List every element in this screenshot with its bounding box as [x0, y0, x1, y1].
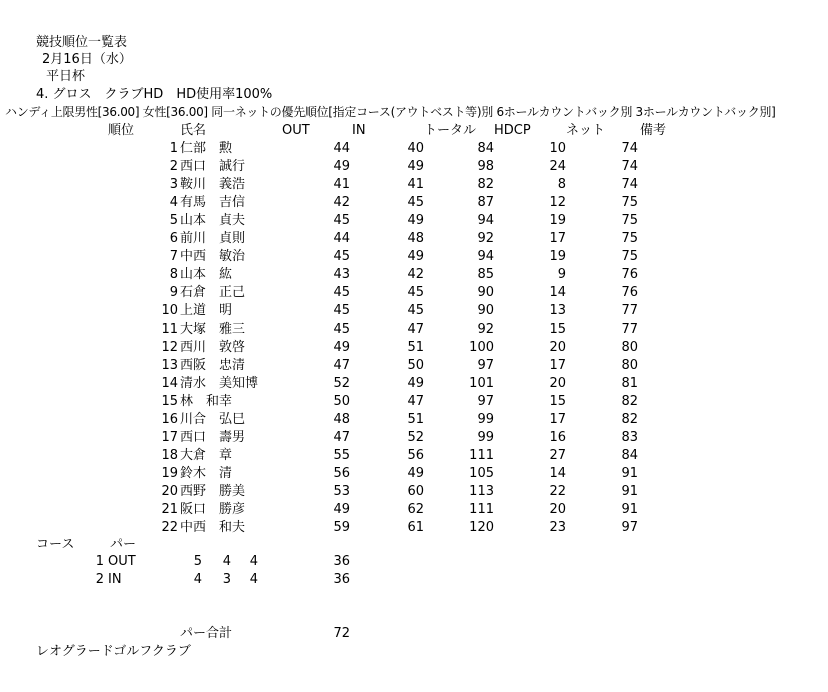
out-score: 47: [333, 357, 350, 373]
out-score: 44: [333, 231, 350, 247]
net-score: 80: [621, 357, 638, 373]
par-label: パー: [110, 537, 137, 552]
total-score: 85: [477, 267, 494, 283]
table-row: [0, 248, 828, 266]
course-par-b: 3: [222, 572, 231, 587]
in-score: 41: [407, 177, 424, 193]
hdcp-value: 20: [549, 339, 566, 355]
hdcp-value: 14: [549, 465, 566, 481]
table-row: [0, 176, 828, 194]
in-score: 61: [407, 520, 424, 536]
hdcp-value: 16: [549, 429, 566, 445]
hdcp-value: 17: [549, 411, 566, 427]
col-rank: 順位: [108, 123, 135, 138]
out-score: 43: [333, 267, 350, 283]
rank-cell: 7: [169, 249, 178, 265]
name-cell: 鞍川 義浩: [180, 177, 246, 193]
table-row: [0, 302, 828, 320]
net-score: 91: [621, 465, 638, 481]
rank-cell: 1: [169, 141, 178, 156]
rank-cell: 13: [161, 357, 178, 373]
table-row: [0, 447, 828, 465]
out-score: 44: [333, 141, 350, 156]
hdcp-value: 22: [549, 483, 566, 499]
total-score: 87: [477, 195, 494, 211]
table-row: [0, 519, 828, 537]
name-cell: 鈴木 清: [180, 465, 233, 481]
rank-cell: 18: [161, 447, 178, 463]
net-score: 75: [621, 231, 638, 247]
course-no: 1: [95, 554, 104, 569]
in-score: 42: [407, 267, 424, 283]
in-score: 47: [407, 321, 424, 337]
par-total-value: 72: [333, 626, 350, 641]
table-row: [0, 140, 828, 158]
in-score: 49: [407, 375, 424, 391]
total-score: 98: [477, 159, 494, 175]
rank-cell: 15: [161, 393, 178, 409]
col-in: IN: [352, 123, 366, 138]
net-score: 74: [621, 141, 638, 156]
total-score: 100: [469, 339, 494, 355]
course-label: コース: [36, 537, 75, 552]
rank-cell: 11: [161, 321, 178, 337]
out-score: 42: [333, 195, 350, 211]
name-cell: 大倉 章: [180, 447, 233, 463]
course-name: IN: [108, 572, 122, 587]
out-score: 45: [333, 303, 350, 319]
out-score: 53: [333, 483, 350, 499]
hdcp-value: 19: [549, 213, 566, 229]
event-date: 2月16日（水）: [42, 52, 132, 67]
scoring-mode: 4. グロス クラブHD HD使用率100%: [36, 87, 273, 102]
table-row: [0, 212, 828, 230]
net-score: 76: [621, 285, 638, 301]
in-score: 49: [407, 465, 424, 481]
col-name: 氏名: [180, 123, 207, 138]
out-score: 45: [333, 285, 350, 301]
net-score: 75: [621, 195, 638, 211]
net-score: 77: [621, 321, 638, 337]
total-score: 92: [477, 321, 494, 337]
name-cell: 上道 明: [180, 303, 233, 319]
column-header-row: [0, 122, 828, 140]
in-score: 49: [407, 213, 424, 229]
col-net: ネット: [566, 123, 606, 138]
in-score: 52: [407, 429, 424, 445]
out-score: 41: [333, 177, 350, 193]
table-row: [0, 357, 828, 375]
table-row: [0, 321, 828, 339]
net-score: 91: [621, 502, 638, 517]
out-score: 52: [333, 375, 350, 391]
hdcp-value: 23: [549, 520, 566, 536]
handicap-note: ハンディ上限男性[36.00] 女性[36.00] 同一ネットの優先順位[指定コース(アウトベスト等)別 6ホールカウントバック別 3ホールカウントバック別]: [5, 105, 776, 119]
rank-cell: 8: [169, 267, 178, 283]
out-score: 45: [333, 321, 350, 337]
course-par-c: 4: [249, 572, 258, 587]
rank-cell: 3: [169, 177, 178, 193]
hdcp-value: 15: [549, 321, 566, 337]
total-score: 82: [477, 177, 494, 193]
rank-cell: 20: [161, 483, 178, 499]
total-score: 105: [469, 465, 494, 481]
hdcp-value: 9: [557, 267, 566, 283]
rank-cell: 4: [169, 195, 178, 211]
course-par-total: 36: [333, 572, 350, 587]
rank-cell: 22: [161, 520, 178, 536]
name-cell: 仁部 勲: [180, 141, 233, 156]
col-hdcp: HDCP: [494, 123, 531, 138]
in-score: 47: [407, 393, 424, 409]
table-row: [0, 465, 828, 483]
name-cell: 西口 壽男: [180, 429, 246, 445]
net-score: 82: [621, 411, 638, 427]
table-row: [0, 266, 828, 284]
hdcp-value: 20: [549, 502, 566, 517]
out-score: 56: [333, 465, 350, 481]
hdcp-value: 24: [549, 159, 566, 175]
hdcp-value: 12: [549, 195, 566, 211]
table-row: [0, 411, 828, 429]
hdcp-value: 19: [549, 249, 566, 265]
total-score: 99: [477, 429, 494, 445]
out-score: 45: [333, 249, 350, 265]
rank-cell: 16: [161, 411, 178, 427]
table-row: [0, 194, 828, 212]
total-score: 99: [477, 411, 494, 427]
course-row-in: [0, 571, 828, 589]
course-row-out: [0, 553, 828, 571]
out-score: 50: [333, 393, 350, 409]
name-cell: 川合 弘巳: [180, 411, 246, 427]
course-par-b: 4: [222, 554, 231, 569]
total-score: 101: [469, 375, 494, 391]
name-cell: 前川 貞則: [180, 231, 246, 247]
out-score: 59: [333, 520, 350, 536]
net-score: 83: [621, 429, 638, 445]
name-cell: 有馬 吉信: [180, 195, 246, 211]
in-score: 51: [407, 339, 424, 355]
name-cell: 西口 誠行: [180, 159, 246, 175]
document-title: 競技順位一覧表: [36, 35, 128, 50]
net-score: 77: [621, 303, 638, 319]
hdcp-value: 27: [549, 447, 566, 463]
total-score: 84: [477, 141, 494, 156]
total-score: 94: [477, 249, 494, 265]
col-out: OUT: [282, 123, 310, 138]
out-score: 49: [333, 502, 350, 517]
club-name: レオグラードゴルフクラブ: [36, 644, 191, 659]
col-total: トータル: [424, 123, 477, 138]
hdcp-value: 15: [549, 393, 566, 409]
rank-cell: 5: [169, 213, 178, 229]
in-score: 49: [407, 249, 424, 265]
in-score: 56: [407, 447, 424, 463]
in-score: 62: [407, 502, 424, 517]
total-score: 94: [477, 213, 494, 229]
hdcp-value: 17: [549, 357, 566, 373]
event-name: 平日杯: [46, 69, 86, 84]
rank-cell: 19: [161, 465, 178, 481]
rank-cell: 14: [161, 375, 178, 391]
in-score: 45: [407, 303, 424, 319]
total-score: 113: [469, 483, 494, 499]
out-score: 47: [333, 429, 350, 445]
rank-cell: 12: [161, 339, 178, 355]
hdcp-value: 10: [549, 141, 566, 156]
net-score: 75: [621, 213, 638, 229]
rank-cell: 9: [169, 285, 178, 301]
in-score: 50: [407, 357, 424, 373]
name-cell: 林 和幸: [180, 393, 233, 409]
course-name: OUT: [108, 554, 136, 569]
course-par-a: 5: [193, 554, 202, 569]
in-score: 45: [407, 195, 424, 211]
name-cell: 中西 敏治: [180, 249, 246, 265]
net-score: 81: [621, 375, 638, 391]
name-cell: 清水 美知博: [180, 375, 259, 391]
table-row: [0, 501, 828, 519]
net-score: 84: [621, 447, 638, 463]
total-score: 111: [469, 502, 494, 517]
net-score: 74: [621, 159, 638, 175]
in-score: 45: [407, 285, 424, 301]
net-score: 75: [621, 249, 638, 265]
course-par-total: 36: [333, 554, 350, 569]
net-score: 82: [621, 393, 638, 409]
table-row: [0, 284, 828, 302]
out-score: 48: [333, 411, 350, 427]
rank-cell: 2: [169, 159, 178, 175]
rank-cell: 6: [169, 231, 178, 247]
net-score: 80: [621, 339, 638, 355]
course-par-c: 4: [249, 554, 258, 569]
hdcp-value: 8: [557, 177, 566, 193]
table-row: [0, 375, 828, 393]
rank-cell: 10: [161, 303, 178, 319]
name-cell: 阪口 勝彦: [180, 502, 246, 517]
out-score: 49: [333, 159, 350, 175]
in-score: 40: [407, 141, 424, 156]
col-remarks: 備考: [640, 123, 667, 138]
net-score: 91: [621, 483, 638, 499]
course-no: 2: [95, 572, 104, 587]
out-score: 49: [333, 339, 350, 355]
out-score: 45: [333, 213, 350, 229]
table-row: [0, 158, 828, 176]
rank-cell: 17: [161, 429, 178, 445]
total-score: 92: [477, 231, 494, 247]
name-cell: 石倉 正己: [180, 285, 246, 301]
hdcp-value: 13: [549, 303, 566, 319]
total-score: 111: [469, 447, 494, 463]
table-row: [0, 393, 828, 411]
hdcp-value: 14: [549, 285, 566, 301]
total-score: 97: [477, 357, 494, 373]
out-score: 55: [333, 447, 350, 463]
table-row: [0, 483, 828, 501]
hdcp-value: 17: [549, 231, 566, 247]
name-cell: 大塚 雅三: [180, 321, 246, 337]
name-cell: 西阪 忠清: [180, 357, 246, 373]
course-par-a: 4: [193, 572, 202, 587]
in-score: 60: [407, 483, 424, 499]
name-cell: 中西 和夫: [180, 520, 246, 536]
in-score: 49: [407, 159, 424, 175]
total-score: 90: [477, 285, 494, 301]
total-score: 97: [477, 393, 494, 409]
par-total-label: パー合計: [180, 626, 233, 641]
table-row: [0, 230, 828, 248]
table-row: [0, 339, 828, 357]
net-score: 74: [621, 177, 638, 193]
net-score: 97: [621, 520, 638, 536]
total-score: 90: [477, 303, 494, 319]
name-cell: 西野 勝美: [180, 483, 246, 499]
name-cell: 山本 貞夫: [180, 213, 246, 229]
in-score: 51: [407, 411, 424, 427]
table-row: [0, 429, 828, 447]
name-cell: 山本 紘: [180, 267, 233, 283]
hdcp-value: 20: [549, 375, 566, 391]
net-score: 76: [621, 267, 638, 283]
total-score: 120: [469, 520, 494, 536]
rank-cell: 21: [161, 502, 178, 517]
in-score: 48: [407, 231, 424, 247]
name-cell: 西川 敦啓: [180, 339, 246, 355]
